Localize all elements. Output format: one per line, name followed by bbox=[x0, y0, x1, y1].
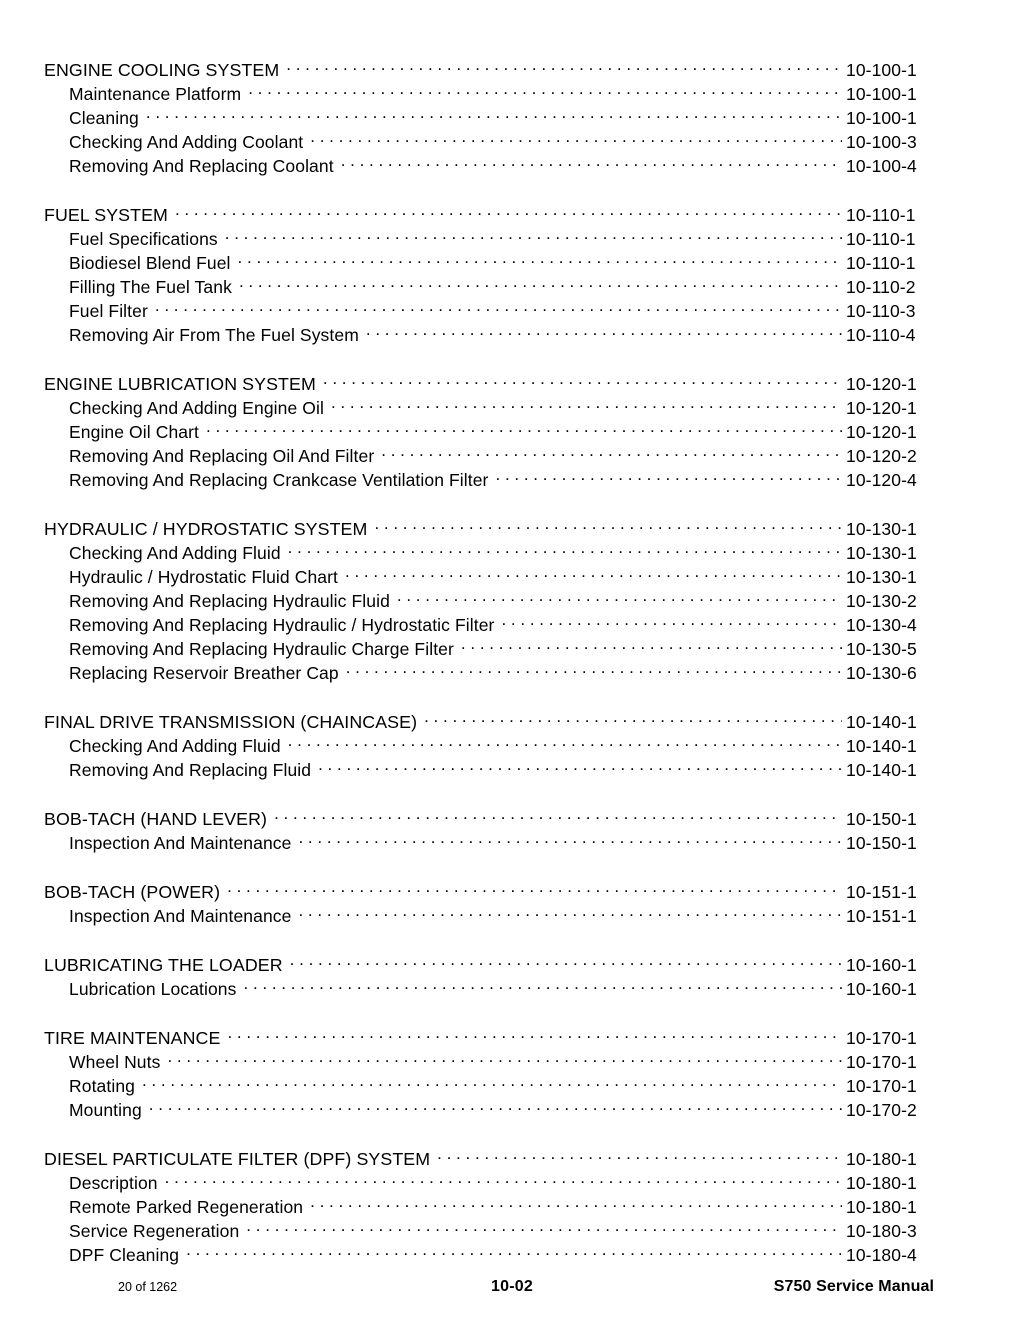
toc-entry-page: 10-120-1 bbox=[846, 422, 917, 442]
toc-entry[interactable] bbox=[44, 1068, 934, 1096]
dot-leader bbox=[310, 124, 842, 148]
dot-leader bbox=[461, 631, 842, 655]
toc-entry-title: Cleaning bbox=[69, 108, 139, 128]
toc-entry-page: 10-130-2 bbox=[846, 591, 917, 611]
dot-leader bbox=[366, 317, 842, 341]
toc-section bbox=[44, 197, 934, 345]
toc-entry[interactable] bbox=[44, 1044, 934, 1072]
manual-title: S750 Service Manual bbox=[773, 1278, 934, 1295]
toc-entry-page: 10-160-1 bbox=[846, 979, 917, 999]
pdf-position-indicator: 20 of 1262 bbox=[118, 1280, 178, 1294]
toc-entry-title: HYDRAULIC / HYDROSTATIC SYSTEM bbox=[44, 519, 368, 539]
toc-entry-page: 10-110-3 bbox=[846, 301, 916, 321]
toc-entry-title: DPF Cleaning bbox=[69, 1245, 180, 1265]
toc-entry-page: 10-140-1 bbox=[846, 736, 917, 756]
toc-entry-title: Removing And Replacing Fluid bbox=[69, 760, 312, 780]
toc-entry-title: FUEL SYSTEM bbox=[44, 205, 168, 225]
toc-entry-page: 10-120-1 bbox=[846, 398, 917, 418]
dot-leader bbox=[288, 728, 842, 752]
toc-entry-page: 10-130-1 bbox=[846, 519, 917, 539]
page-number: 10-02 bbox=[491, 1278, 533, 1295]
toc-entry-title: Engine Oil Chart bbox=[69, 422, 199, 442]
toc-entry-title: Checking And Adding Engine Oil bbox=[69, 398, 324, 418]
toc-section bbox=[44, 947, 934, 999]
dot-leader bbox=[298, 825, 842, 849]
toc-entry-page: 10-180-3 bbox=[846, 1221, 917, 1241]
toc-section bbox=[44, 874, 934, 926]
dot-leader bbox=[244, 971, 843, 995]
toc-section-heading[interactable] bbox=[44, 801, 934, 829]
toc-entry-title: Inspection And Maintenance bbox=[69, 906, 292, 926]
dot-leader bbox=[227, 874, 842, 898]
toc-entry-page: 10-110-1 bbox=[846, 205, 916, 225]
toc-section-heading[interactable] bbox=[44, 366, 934, 394]
toc-entry-page: 10-100-1 bbox=[846, 84, 917, 104]
toc-entry-title: BOB-TACH (HAND LEVER) bbox=[44, 809, 268, 829]
dot-leader bbox=[274, 801, 842, 825]
toc-section-heading[interactable] bbox=[44, 511, 934, 539]
toc-entry-page: 10-180-1 bbox=[846, 1173, 917, 1193]
toc-entry-page: 10-150-1 bbox=[846, 809, 917, 829]
toc-entry-page: 10-151-1 bbox=[846, 906, 917, 926]
toc-entry-title: Checking And Adding Fluid bbox=[69, 543, 281, 563]
table-of-contents bbox=[44, 52, 934, 1265]
dot-leader bbox=[501, 607, 842, 631]
toc-entry-page: 10-120-4 bbox=[846, 470, 917, 490]
toc-entry[interactable] bbox=[44, 1165, 934, 1193]
dot-leader bbox=[225, 221, 842, 245]
toc-entry[interactable] bbox=[44, 124, 934, 152]
toc-entry-page: 10-160-1 bbox=[846, 955, 917, 975]
toc-entry-page: 10-140-1 bbox=[846, 760, 917, 780]
toc-entry-title: Description bbox=[69, 1173, 158, 1193]
toc-section bbox=[44, 801, 934, 853]
toc-entry-page: 10-180-1 bbox=[846, 1149, 917, 1169]
dot-leader bbox=[496, 462, 843, 486]
dot-leader bbox=[341, 148, 842, 172]
toc-entry-title: Biodiesel Blend Fuel bbox=[69, 253, 231, 273]
toc-section-heading[interactable] bbox=[44, 874, 934, 902]
toc-entry-title: Remote Parked Regeneration bbox=[69, 1197, 304, 1217]
toc-entry[interactable] bbox=[44, 1092, 934, 1120]
toc-entry-page: 10-100-1 bbox=[846, 108, 917, 128]
toc-entry-title: Fuel Specifications bbox=[69, 229, 218, 249]
page-footer bbox=[0, 1278, 1024, 1304]
toc-entry-title: Removing And Replacing Hydraulic Fluid bbox=[69, 591, 390, 611]
toc-entry-page: 10-100-1 bbox=[846, 60, 917, 80]
toc-entry-title: Wheel Nuts bbox=[69, 1052, 161, 1072]
toc-entry-title: LUBRICATING THE LOADER bbox=[44, 955, 283, 975]
toc-entry-title: TIRE MAINTENANCE bbox=[44, 1028, 221, 1048]
toc-entry-page: 10-130-5 bbox=[846, 639, 917, 659]
toc-entry-page: 10-170-1 bbox=[846, 1076, 917, 1096]
dot-leader bbox=[318, 752, 842, 776]
toc-entry[interactable] bbox=[44, 317, 934, 345]
toc-entry-title: Service Regeneration bbox=[69, 1221, 240, 1241]
toc-entry-page: 10-140-1 bbox=[846, 712, 917, 732]
toc-entry-title: Removing And Replacing Oil And Filter bbox=[69, 446, 375, 466]
toc-section bbox=[44, 52, 934, 176]
dot-leader bbox=[374, 511, 842, 535]
dot-leader bbox=[206, 414, 842, 438]
dot-leader bbox=[346, 655, 842, 679]
dot-leader bbox=[298, 898, 842, 922]
toc-entry-page: 10-170-2 bbox=[846, 1100, 917, 1120]
dot-leader bbox=[175, 197, 842, 221]
toc-entry-page: 10-180-4 bbox=[846, 1245, 917, 1265]
toc-section-heading[interactable] bbox=[44, 1020, 934, 1048]
toc-entry[interactable] bbox=[44, 1189, 934, 1217]
dot-leader bbox=[248, 76, 842, 100]
dot-leader bbox=[165, 1165, 842, 1189]
dot-leader bbox=[155, 293, 842, 317]
dot-leader bbox=[397, 583, 842, 607]
toc-section bbox=[44, 511, 934, 683]
dot-leader bbox=[290, 947, 842, 971]
toc-entry-title: Lubrication Locations bbox=[69, 979, 237, 999]
toc-entry-title: ENGINE LUBRICATION SYSTEM bbox=[44, 374, 316, 394]
dot-leader bbox=[288, 535, 842, 559]
toc-entry-title: Filling The Fuel Tank bbox=[69, 277, 232, 297]
toc-entry-title: Removing And Replacing Hydraulic / Hydrostatic Filter bbox=[69, 615, 495, 635]
toc-section-heading[interactable] bbox=[44, 52, 934, 80]
dot-leader bbox=[239, 269, 842, 293]
dot-leader bbox=[186, 1237, 842, 1261]
toc-entry-page: 10-110-2 bbox=[846, 277, 916, 297]
dot-leader bbox=[424, 704, 842, 728]
dot-leader bbox=[437, 1141, 842, 1165]
toc-entry-page: 10-130-1 bbox=[846, 543, 917, 563]
dot-leader bbox=[238, 245, 842, 269]
dot-leader bbox=[381, 438, 842, 462]
dot-leader bbox=[142, 1068, 842, 1092]
toc-entry[interactable] bbox=[44, 221, 934, 249]
toc-entry-title: ENGINE COOLING SYSTEM bbox=[44, 60, 280, 80]
toc-entry-page: 10-130-4 bbox=[846, 615, 917, 635]
toc-entry[interactable] bbox=[44, 293, 934, 321]
toc-entry-page: 10-100-3 bbox=[846, 132, 917, 152]
toc-entry-title: FINAL DRIVE TRANSMISSION (CHAINCASE) bbox=[44, 712, 418, 732]
toc-entry-title: Removing And Replacing Hydraulic Charge Filter bbox=[69, 639, 454, 659]
dot-leader bbox=[345, 559, 842, 583]
toc-section-heading[interactable] bbox=[44, 704, 934, 732]
toc-entry-title: Removing And Replacing Crankcase Ventilation Filter bbox=[69, 470, 489, 490]
toc-entry-title: Checking And Adding Fluid bbox=[69, 736, 281, 756]
toc-entry-title: Removing And Replacing Coolant bbox=[69, 156, 334, 176]
toc-entry-title: Replacing Reservoir Breather Cap bbox=[69, 663, 339, 683]
toc-entry-title: Removing Air From The Fuel System bbox=[69, 325, 359, 345]
toc-entry-page: 10-170-1 bbox=[846, 1028, 917, 1048]
toc-entry-page: 10-130-1 bbox=[846, 567, 917, 587]
toc-entry-title: Mounting bbox=[69, 1100, 142, 1120]
toc-entry[interactable] bbox=[44, 100, 934, 128]
toc-entry-title: Maintenance Platform bbox=[69, 84, 242, 104]
toc-entry-title: Hydraulic / Hydrostatic Fluid Chart bbox=[69, 567, 338, 587]
toc-entry-title: Fuel Filter bbox=[69, 301, 148, 321]
toc-entry-title: BOB-TACH (POWER) bbox=[44, 882, 221, 902]
toc-entry-page: 10-180-1 bbox=[846, 1197, 917, 1217]
dot-leader bbox=[167, 1044, 842, 1068]
toc-section bbox=[44, 1141, 934, 1265]
dot-leader bbox=[246, 1213, 842, 1237]
toc-section bbox=[44, 1020, 934, 1120]
dot-leader bbox=[227, 1020, 842, 1044]
toc-section-heading[interactable] bbox=[44, 1141, 934, 1169]
dot-leader bbox=[286, 52, 842, 76]
toc-entry-page: 10-110-1 bbox=[846, 229, 916, 249]
dot-leader bbox=[149, 1092, 842, 1116]
toc-entry-page: 10-110-4 bbox=[846, 325, 916, 345]
toc-section bbox=[44, 366, 934, 490]
toc-entry-page: 10-120-2 bbox=[846, 446, 917, 466]
toc-entry-page: 10-151-1 bbox=[846, 882, 917, 902]
toc-entry-page: 10-170-1 bbox=[846, 1052, 917, 1072]
dot-leader bbox=[146, 100, 842, 124]
toc-section-heading[interactable] bbox=[44, 947, 934, 975]
toc-section-heading[interactable] bbox=[44, 197, 934, 225]
dot-leader bbox=[310, 1189, 842, 1213]
toc-entry-title: Checking And Adding Coolant bbox=[69, 132, 304, 152]
toc-entry-page: 10-130-6 bbox=[846, 663, 917, 683]
toc-entry-page: 10-120-1 bbox=[846, 374, 917, 394]
dot-leader bbox=[323, 366, 842, 390]
toc-entry-page: 10-100-4 bbox=[846, 156, 917, 176]
toc-entry-title: Inspection And Maintenance bbox=[69, 833, 292, 853]
dot-leader bbox=[331, 390, 842, 414]
toc-entry-title: Rotating bbox=[69, 1076, 135, 1096]
toc-entry-title: DIESEL PARTICULATE FILTER (DPF) SYSTEM bbox=[44, 1149, 431, 1169]
toc-entry-page: 10-110-1 bbox=[846, 253, 916, 273]
toc-entry-page: 10-150-1 bbox=[846, 833, 917, 853]
toc-section bbox=[44, 704, 934, 780]
